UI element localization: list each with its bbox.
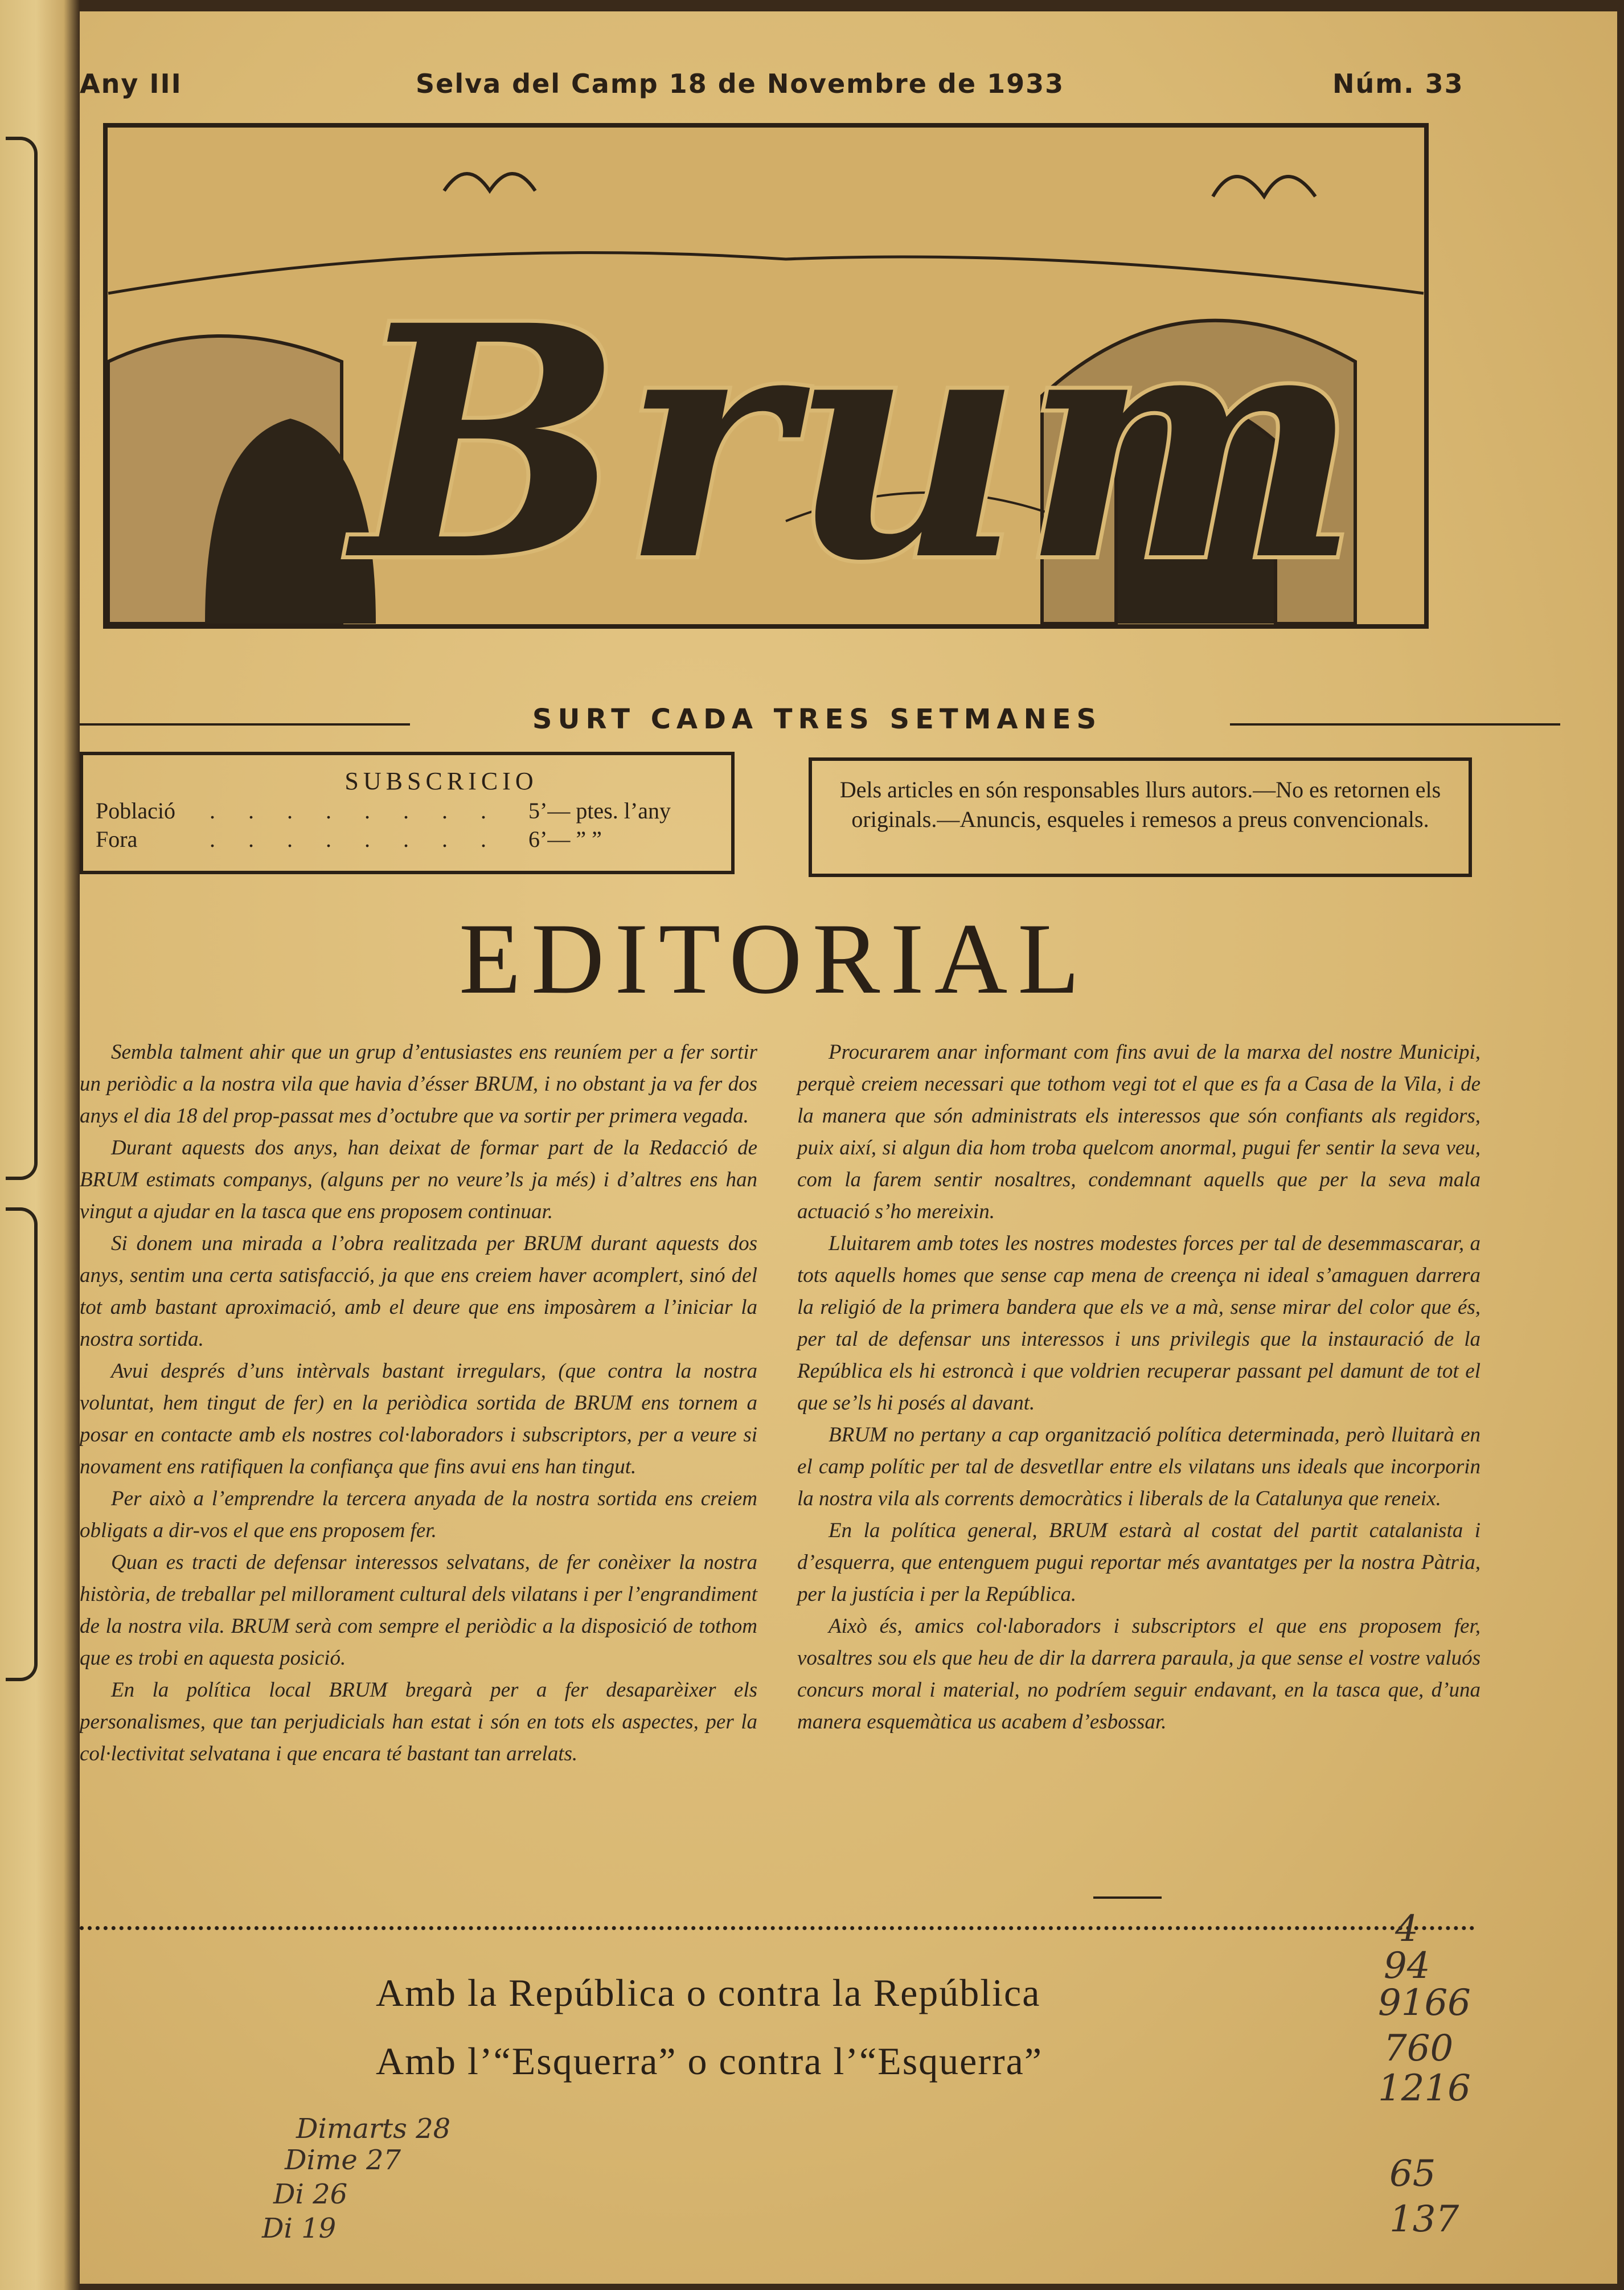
subscription-price: 5’— ptes. l’any — [528, 798, 671, 824]
subscription-label: Fora — [96, 826, 138, 852]
paragraph: Sembla talment ahir que un grup d’entusiastes ens reuníem per a fer sortir un periòdic a la nostra vila que havia d’ésser BRUM, i no obstant ja va fer dos anys el dia 18 del prop-passat mes d’octubre que va sortir per primera vegada. — [80, 1040, 757, 1128]
subscription-box — [80, 752, 735, 874]
handwritten-note: Di 26 — [273, 2178, 348, 2210]
dot-leader: . . . . . . . . — [210, 826, 500, 852]
handwritten-note: 137 — [1389, 2198, 1459, 2240]
paragraph: Lluitarem amb totes les nostres modestes forces per tal de desemmascarar, a tots aquells homes que sense cap mena de creença ni ideal s’amaguen darrera la religió de la primera bandera que els ve a mà, sense mirar del color que és, per tal de defensar uns interessos i uns privilegis que la instauració de la República els hi estroncà i que voldrien recuperar passant pel damunt de tot el que se’ls hi posés al davant. — [797, 1232, 1481, 1415]
handwritten-note: 1216 — [1378, 2067, 1471, 2109]
handwritten-note: Dimarts 28 — [296, 2113, 451, 2145]
handwritten-note: Di 19 — [262, 2213, 337, 2244]
end-rule — [1093, 1896, 1162, 1899]
paragraph: Per això a l’emprendre la tercera anyada de la nostra sortida ens creiem obligats a dir-vos el que ens proposem fer. — [80, 1487, 757, 1542]
year-label: Any III — [80, 68, 182, 99]
header-line — [80, 68, 1617, 108]
paragraph: Si donem una mirada a l’obra realitzada per BRUM durant aquests dos anys, sentim una certa satisfacció, ja que ens creiem haver acomplert, sinó del tot amb bastant aproximació, amb el deure que ens imposàrem a l’iniciar la nostra sortida. — [80, 1232, 757, 1351]
tagline: SURT CADA TRES SETMANES — [532, 703, 1102, 735]
dot-leader: . . . . . . . . — [210, 798, 500, 824]
handwritten-note: 760 — [1384, 2027, 1454, 2070]
handwritten-note: 9166 — [1378, 1982, 1471, 2024]
rule-right — [1230, 723, 1560, 726]
dotted-divider — [80, 1926, 1475, 1930]
paragraph: Durant aquests dos anys, han deixat de formar part de la Redacció de BRUM estimats companys, (alguns per no veure’ls ja més) i d’altres ens han vingut a ajudar en la tasca que ens proposem continuar. — [80, 1136, 757, 1223]
slogan-line: Amb la República o contra la República — [376, 1971, 1041, 2014]
paragraph: Quan es tracti de defensar interessos selvatans, de fer conèixer la nostra història, de treballar pel millorament cultural dels vilatans i per l’engrandiment de la nostra vila. BRUM serà com sempre el periòdic a la disposició de tothom que es trobi en aquesta posició. — [80, 1551, 757, 1670]
binding-ornament — [6, 1207, 38, 1681]
paragraph: Això és, amics col·laboradors i subscriptors el que ens proposem fer, vosaltres sou els que heu de dir la darrera paraula, ja que sense el vostre valuós concurs moral i material, no podríem seguir endavant, en la tasca que, d’una manera esquemàtica us acabem d’esbossar. — [797, 1615, 1481, 1734]
subscription-price: 6’— ” ” — [528, 826, 602, 852]
handwritten-note: 94 — [1384, 1945, 1430, 1987]
paragraph: En la política general, BRUM estarà al costat del partit catalanista i d’esquerra, que entenguem pugui reportar més avantatges per la nostra Pàtria, per la justícia i per la República. — [797, 1519, 1481, 1606]
subscription-title: SUBSCRICIO — [345, 767, 538, 795]
handwritten-note: 65 — [1389, 2153, 1436, 2195]
rule-left — [80, 723, 410, 726]
paragraph: Avui després d’uns intèrvals bastant irregulars, (que contra la nostra voluntat, hem tingut de fer) en la periòdica sortida de BRUM ens tornem a posar en contacte amb els nostres col·laboradors i subscriptors, per a veure si novament ens ratifiquen la confiança que fins avui ens han tingut. — [80, 1359, 757, 1478]
tagline-row — [80, 703, 1617, 738]
place-date: Selva del Camp 18 de Novembre de 1933 — [416, 68, 1065, 99]
masthead-title: Brum — [353, 256, 1360, 631]
notice-box: Dels articles en són responsables llurs autors.—No es retornen els originals.—Anuncis, esqueles i remesos a preus convencionals. — [809, 757, 1472, 877]
paragraph: En la política local BRUM bregarà per a fer desaparèixer els personalismes, que tan perjudicials han estat i són en tots els aspectes, per la col·lectivitat selvatana i que encara té bastant tan arrelats. — [80, 1678, 757, 1765]
paragraph: Procurarem anar informant com fins avui de la marxa del nostre Municipi, perquè creiem necessari que tothom vegi tot el que es fa a Casa de la Vila, i de la manera que són administrats els interessos que són confiants als regidors, puix així, si algun dia hom troba quelcom anormal, pugui fer sentir la seva veu, com la farem sentir nosaltres, condemnant aquells que per la seva mala actuació s’ho mereixin. — [797, 1040, 1481, 1223]
handwritten-note: 4 — [1395, 1908, 1418, 1950]
subscription-row — [96, 796, 719, 825]
editorial-column-right — [797, 1037, 1481, 1738]
slogan-line: Amb l’“Esquerra” o contra l’“Esquerra” — [376, 2039, 1043, 2083]
newspaper-page — [80, 11, 1617, 2284]
masthead-logo — [102, 122, 1429, 635]
masthead-illustration — [102, 122, 1429, 635]
book-binding — [0, 0, 80, 2290]
issue-number: Núm. 33 — [1332, 68, 1464, 99]
binding-ornament — [6, 137, 38, 1180]
subscription-label: Població — [96, 798, 175, 824]
paragraph: BRUM no pertany a cap organització política determinada, però lluitarà en el camp polític per tal de desvetllar entre els vilatans uns ideals que incorporin la nostra vila als corrents democràtics i liberals de la Catalunya que reneix. — [797, 1423, 1481, 1510]
editorial-column-left — [80, 1037, 757, 1770]
handwritten-note: Dime 27 — [285, 2144, 401, 2176]
editorial-heading: EDITORIAL — [459, 902, 1090, 1015]
subscription-row — [96, 825, 719, 853]
